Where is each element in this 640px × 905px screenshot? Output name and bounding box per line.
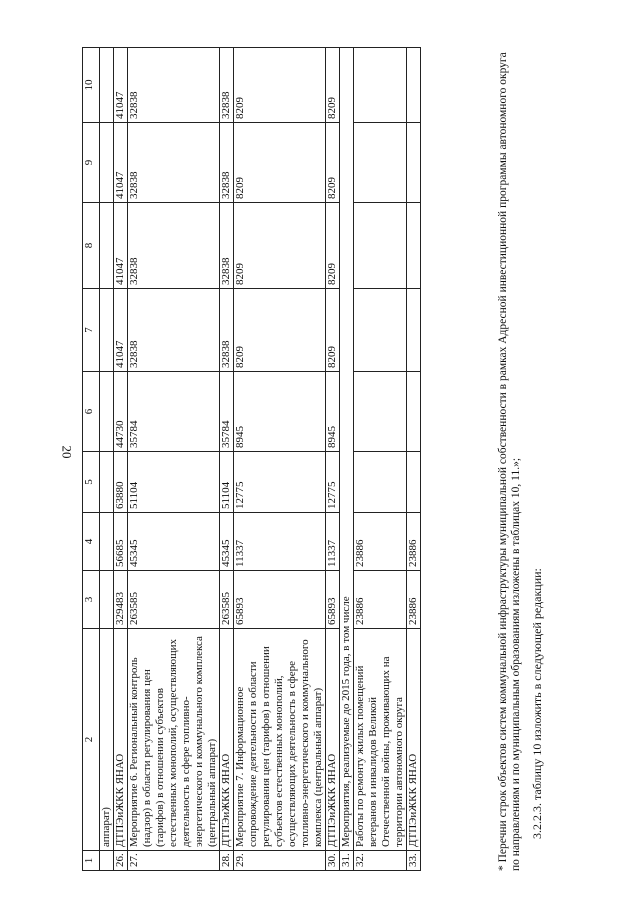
row-name-cell: ДТПЭиЖКК ЯНАО [114, 629, 128, 851]
value-cell-c5: 63880 [114, 452, 128, 513]
row-number-cell: 32. [354, 851, 407, 871]
value-cell-c7: 32838 [220, 289, 234, 372]
value-cell-c5 [100, 452, 114, 513]
value-cell-c7: 32838 [128, 289, 220, 372]
value-cell-c5: 12775 [234, 452, 326, 513]
value-cell-c3: 65893 [234, 571, 326, 629]
value-cell-c4: 23886 [354, 513, 407, 571]
value-cell-c4: 11337 [234, 513, 326, 571]
value-cell-c10: 41047 [114, 48, 128, 123]
row-number-cell: 26. [114, 851, 128, 871]
clause-3-2-2-3: 3.2.2.3. таблицу 10 изложить в следующей редакции: [530, 568, 544, 839]
value-cell-c7: 8209 [234, 289, 326, 372]
value-cell-c6: 35784 [220, 372, 234, 452]
value-cell-c8: 8209 [234, 203, 326, 289]
header-cell: 1 [83, 851, 100, 871]
value-cell-c10 [100, 48, 114, 123]
table-header-row [83, 48, 100, 871]
value-cell-c3: 23886 [407, 571, 421, 629]
value-cell-c9 [100, 123, 114, 203]
value-cell-c6 [100, 372, 114, 452]
row-number-cell: 31. [340, 851, 354, 871]
value-cell-c4: 23886 [407, 513, 421, 571]
value-cell-c7: 41047 [114, 289, 128, 372]
value-cell-c4 [100, 513, 114, 571]
header-cell: 7 [83, 289, 100, 372]
value-cell-c9: 32838 [220, 123, 234, 203]
value-cell-c5: 51104 [220, 452, 234, 513]
table-row [100, 48, 114, 871]
value-cell-c7 [100, 289, 114, 372]
table-row [128, 48, 220, 871]
row-name-cell: ДТПЭиЖКК ЯНАО [407, 629, 421, 851]
header-cell: 10 [83, 48, 100, 123]
value-cell-c10 [354, 48, 407, 123]
row-name-cell: Мероприятие 6. Региональный контроль (надзор) в области регулирования цен (тарифов) в отношении субъектов естественных монополий, осуществляющих деятельность в сфере топливно-энергетического и коммунального комплекса (центральный аппарат) [128, 629, 220, 851]
value-cell-c9: 8209 [234, 123, 326, 203]
row-number-cell [100, 851, 114, 871]
value-cell-c6 [354, 372, 407, 452]
table-row [407, 48, 421, 871]
row-number-cell: 27. [128, 851, 220, 871]
value-cell-c7 [407, 289, 421, 372]
header-cell: 4 [83, 513, 100, 571]
row-name-cell: Мероприятие 7. Информационное сопровождение деятельности в области регулирования цен (тарифов) в отношении субъектов естественных монополий, осуществляющих деятельность в сфере топливно-энергетического и коммунального комплекса (центральный аппарат) [234, 629, 326, 851]
value-cell-c8: 8209 [326, 203, 340, 289]
header-cell: 6 [83, 372, 100, 452]
value-cell-c8: 32838 [220, 203, 234, 289]
row-number-cell: 33. [407, 851, 421, 871]
value-cell-c5: 51104 [128, 452, 220, 513]
value-cell-c9 [354, 123, 407, 203]
value-cell-c8: 41047 [114, 203, 128, 289]
value-cell-c10: 8209 [234, 48, 326, 123]
value-cell-c10 [407, 48, 421, 123]
value-cell-c6: 8945 [326, 372, 340, 452]
row-name-cell: Мероприятия, реализуемые до 2015 года, в том числе [340, 48, 354, 851]
table-row [340, 48, 354, 871]
value-cell-c9 [407, 123, 421, 203]
value-cell-c4: 56685 [114, 513, 128, 571]
budget-table [82, 47, 421, 871]
value-cell-c7 [354, 289, 407, 372]
row-number-cell: 29. [234, 851, 326, 871]
value-cell-c10: 32838 [220, 48, 234, 123]
value-cell-c5: 12775 [326, 452, 340, 513]
value-cell-c3: 263585 [220, 571, 234, 629]
value-cell-c3 [100, 571, 114, 629]
value-cell-c4: 11337 [326, 513, 340, 571]
value-cell-c8 [354, 203, 407, 289]
value-cell-c3: 329483 [114, 571, 128, 629]
value-cell-c6: 44730 [114, 372, 128, 452]
value-cell-c6: 35784 [128, 372, 220, 452]
header-cell: 5 [83, 452, 100, 513]
row-name-cell: ДТПЭиЖКК ЯНАО [326, 629, 340, 851]
value-cell-c3: 65893 [326, 571, 340, 629]
row-name-cell: Работы по ремонту жилых помещений ветеранов и инвалидов Великой Отечественной войны, проживающих на территории автономного округа [354, 629, 407, 851]
value-cell-c3: 263585 [128, 571, 220, 629]
footnote: * Перечни строк объектов систем коммунальной инфраструктуры муниципальной собственности в рамках Адресной инвестиционной программы автономного округа по направлениям и по муниципальным образованиям изложены в таблицах 10, 11.»; [497, 52, 522, 871]
table-row [354, 48, 407, 871]
table-row [326, 48, 340, 871]
row-name-cell: ДТПЭиЖКК ЯНАО [220, 629, 234, 851]
value-cell-c9: 32838 [128, 123, 220, 203]
row-number-cell: 30. [326, 851, 340, 871]
table-row [234, 48, 326, 871]
row-name-cell: аппарат) [100, 629, 114, 851]
header-cell: 8 [83, 203, 100, 289]
table-row [114, 48, 128, 871]
value-cell-c5 [407, 452, 421, 513]
value-cell-c4: 45345 [128, 513, 220, 571]
page-number: 20 [59, 445, 75, 459]
table-row [220, 48, 234, 871]
value-cell-c9: 8209 [326, 123, 340, 203]
value-cell-c3: 23886 [354, 571, 407, 629]
value-cell-c7: 8209 [326, 289, 340, 372]
row-number-cell: 28. [220, 851, 234, 871]
value-cell-c5 [354, 452, 407, 513]
header-cell: 2 [83, 629, 100, 851]
value-cell-c8: 32838 [128, 203, 220, 289]
value-cell-c9: 41047 [114, 123, 128, 203]
value-cell-c10: 32838 [128, 48, 220, 123]
value-cell-c8 [407, 203, 421, 289]
header-cell: 9 [83, 123, 100, 203]
value-cell-c6: 8945 [234, 372, 326, 452]
value-cell-c8 [100, 203, 114, 289]
value-cell-c4: 45345 [220, 513, 234, 571]
value-cell-c6 [407, 372, 421, 452]
header-cell: 3 [83, 571, 100, 629]
value-cell-c10: 8209 [326, 48, 340, 123]
